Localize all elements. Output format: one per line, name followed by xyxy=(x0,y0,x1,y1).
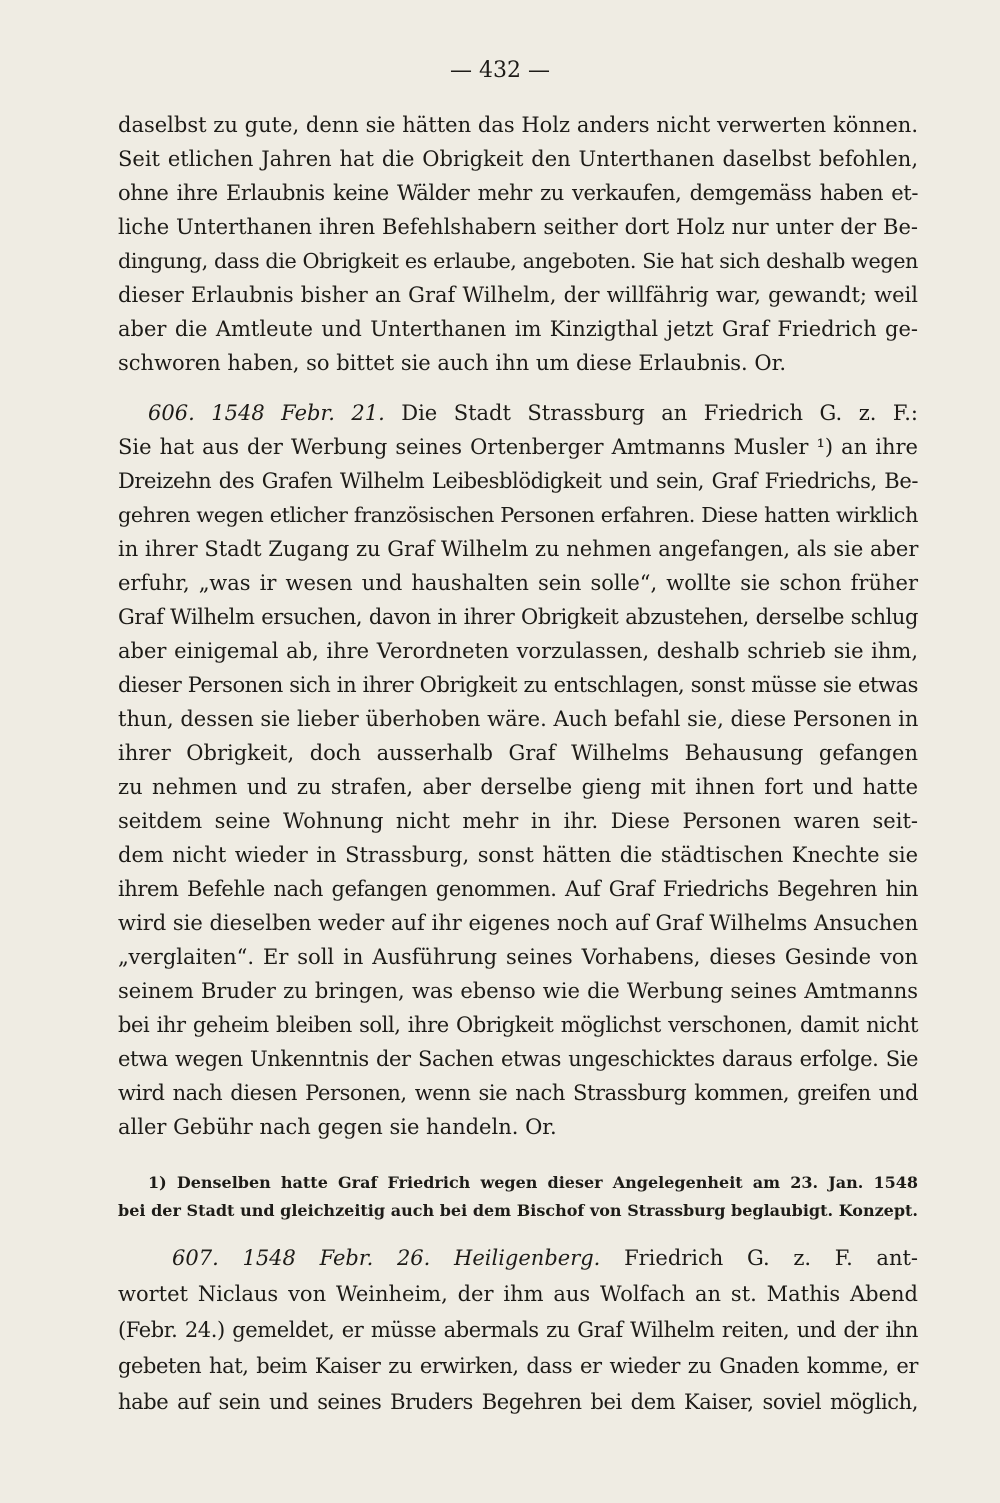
text-line: dem nicht wieder in Strassburg, sonst hätten die städtischen Knechte sie xyxy=(118,843,918,867)
text-line: dingung, dass die Obrigkeit es erlaube, angeboten. Sie hat sich deshalb wegen xyxy=(118,249,918,273)
text-line: erfuhr, „was ir wesen und haushalten sein solle“, wollte sie schon früher xyxy=(118,571,918,595)
text-line: seinem Bruder zu bringen, was ebenso wie die Werbung seines Amtmanns xyxy=(118,979,918,1003)
text-line: dieser Personen sich in ihrer Obrigkeit zu entschlagen, sonst müsse sie etwas xyxy=(118,673,918,697)
entry-heading xyxy=(118,1245,918,1271)
text-line: ihrer Obrigkeit, doch ausserhalb Graf Wilhelms Behausung gefangen xyxy=(118,741,918,765)
entry-place: Heiligenberg. xyxy=(454,1246,601,1270)
text-line: ihrem Befehle nach gefangen genommen. Auf Graf Friedrichs Begehren hin xyxy=(118,877,918,901)
text-line: aber die Amtleute und Unterthanen im Kinzigthal jetzt Graf Friedrich ge- xyxy=(118,317,918,341)
text-line: gehren wegen etlicher französischen Personen erfahren. Diese hatten wirklich xyxy=(118,503,918,527)
text-line: Dreizehn des Grafen Wilhelm Leibesblödigkeit und sein, Graf Friedrichs, Be- xyxy=(118,469,918,493)
text-line: zu nehmen und zu strafen, aber derselbe gieng mit ihnen fort und hatte xyxy=(118,775,918,799)
entry-heading xyxy=(118,400,918,426)
page-number: — 432 — xyxy=(450,58,550,83)
text-line: daselbst zu gute, denn sie hätten das Holz anders nicht verwerten können. xyxy=(118,113,918,137)
text-line: thun, dessen sie lieber überhoben wäre. Auch befahl sie, diese Personen in xyxy=(118,707,919,731)
entry-heading-text: Friedrich G. z. F. ant- xyxy=(624,1246,919,1270)
entry-number: 607. xyxy=(172,1246,219,1270)
text-line: Sie hat aus der Werbung seines Ortenberger Amtmanns Musler ¹) an ihre xyxy=(118,435,918,459)
text-line: aller Gebühr nach gegen sie handeln. Or. xyxy=(118,1115,557,1139)
text-line: Graf Wilhelm ersuchen, davon in ihrer Obrigkeit abzustehen, derselbe schlug xyxy=(118,605,918,629)
text-line: ohne ihre Erlaubnis keine Wälder mehr zu verkaufen, demgemäss haben et- xyxy=(118,181,918,205)
text-line: in ihrer Stadt Zugang zu Graf Wilhelm zu nehmen angefangen, als sie aber xyxy=(118,537,919,561)
text-line: Seit etlichen Jahren hat die Obrigkeit den Unterthanen daselbst befohlen, xyxy=(118,147,918,171)
text-line: bei ihr geheim bleiben soll, ihre Obrigkeit möglichst verschonen, damit nicht xyxy=(118,1013,918,1037)
text-line: schworen haben, so bittet sie auch ihn um diese Erlaubnis. Or. xyxy=(118,351,787,375)
entry-date: 1548 Febr. 21. xyxy=(211,401,385,425)
text-line: liche Unterthanen ihren Befehlshabern seither dort Holz nur unter der Be- xyxy=(118,215,918,239)
entry-heading-text: Die Stadt Strassburg an Friedrich G. z. F.: xyxy=(401,401,918,425)
entry-number: 606. xyxy=(148,401,195,425)
text-line: dieser Erlaubnis bisher an Graf Wilhelm, der willfährig war, gewandt; weil xyxy=(118,283,918,307)
text-line: gebeten hat, beim Kaiser zu erwirken, dass er wieder zu Gnaden komme, er xyxy=(118,1354,918,1378)
text-line: aber einigemal ab, ihre Verordneten vorzulassen, deshalb schrieb sie ihm, xyxy=(118,639,918,663)
text-line: etwa wegen Unkenntnis der Sachen etwas ungeschicktes daraus erfolge. Sie xyxy=(118,1047,918,1071)
text-line: wortet Niclaus von Weinheim, der ihm aus Wolfach an st. Mathis Abend xyxy=(118,1282,918,1306)
text-line: (Febr. 24.) gemeldet, er müsse abermals zu Graf Wilhelm reiten, und der ihn xyxy=(118,1318,918,1342)
text-line: seitdem seine Wohnung nicht mehr in ihr. Diese Personen waren seit- xyxy=(118,809,918,833)
footnote-line: 1) Denselben hatte Graf Friedrich wegen dieser Angelegenheit am 23. Jan. 1548 xyxy=(148,1173,918,1192)
text-line: wird nach diesen Personen, wenn sie nach Strassburg kommen, greifen und xyxy=(118,1081,918,1105)
text-line: „verglaiten“. Er soll in Ausführung seines Vorhabens, dieses Gesinde von xyxy=(118,945,918,969)
text-line: wird sie dieselben weder auf ihr eigenes noch auf Graf Wilhelms Ansuchen xyxy=(118,911,919,935)
footnote-line: bei der Stadt und gleichzeitig auch bei dem Bischof von Strassburg beglaubigt. Konzept. xyxy=(118,1201,918,1220)
text-line: habe auf sein und seines Bruders Begehren bei dem Kaiser, soviel möglich, xyxy=(118,1390,918,1414)
entry-date: 1548 Febr. 26. xyxy=(242,1246,431,1270)
